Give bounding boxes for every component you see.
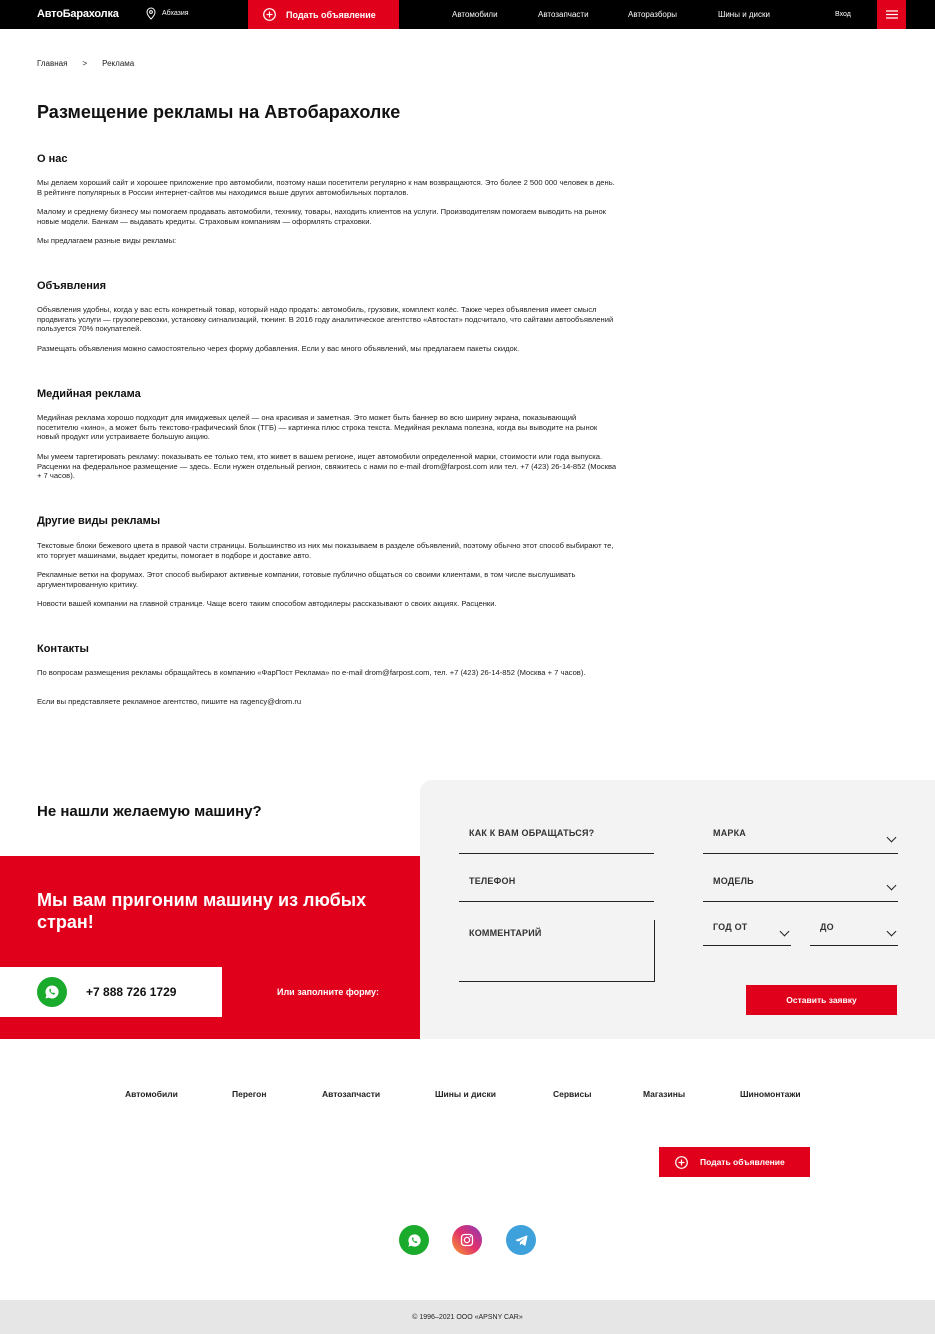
plus-circle-icon [263,8,276,21]
submit-request-button[interactable]: Оставить заявку [746,985,897,1015]
media-paragraph-2: Мы умеем таргетировать рекламу: показывать ее только тем, кто живет в вашем регионе, ищет автомобили определенной марки, стоимости или года выпуска. Расценки на федеральное размещение — здесь. Если нужен отдельный регион, свяжитесь с нами по e-mail drom@farpost.com или тел. +7 (423) 26-14-852 (Москва + 7 часов). [37,452,617,481]
footer-link-tire-fitting[interactable]: Шиномонтажи [740,1089,801,1099]
phone-box[interactable] [0,967,222,1017]
footer-post-ad-button[interactable] [659,1147,810,1177]
cta-red-text: Мы вам пригоним машину из любых стран! [37,890,367,932]
about-paragraph-3: Мы предлагаем разные виды рекламы: [37,236,177,245]
post-ad-button[interactable] [248,0,399,29]
about-paragraph-1: Мы делаем хороший сайт и хорошее приложение про автомобили, поэтому наши посетители регулярно к нам возвращаются. Это более 2 500 000 человек в день. В рейтинге популярных в России интернет-сайтов мы находимся выше других автомобильных порталов. [37,178,615,197]
ads-paragraph-2: Размещать объявления можно самостоятельно через форму добавления. Если у вас много объявлений, мы предлагаем пакеты скидок. [37,344,520,353]
brand-placeholder: МАРКА [713,828,746,838]
about-paragraph-2: Малому и среднему бизнесу мы помогаем продавать автомобили, технику, товары, находить клиентов на услуги. Производителям помогаем выводить на рынок новые модели. Банкам — выдавать кредиты. Страховым компаниям — оформлять страховки. [37,207,606,226]
year-from-placeholder: ГОД ОТ [713,922,748,932]
page-title: Размещение рекламы на Автобарахолке [37,102,401,122]
instagram-icon[interactable] [452,1225,482,1255]
section-title-other: Другие виды рекламы [37,515,161,527]
year-to-placeholder: ДО [820,922,834,932]
year-to-select[interactable] [810,914,898,946]
logo[interactable]: АвтоБарахолка [37,8,119,20]
section-title-ads: Объявления [37,280,107,292]
other-paragraph-3: Новости вашей компании на главной странице. Чаще всего таким способом автодилеры рассказывают о своих акциях. Расценки. [37,599,497,608]
plus-circle-icon [675,1156,688,1169]
nav-tires[interactable]: Шины и диски [718,10,770,19]
footer-link-tires[interactable]: Шины и диски [435,1089,496,1099]
login-link[interactable]: Вход [835,11,851,18]
location-pin-icon [146,7,156,20]
chevron-down-icon [887,833,897,843]
footer-link-cars[interactable]: Автомобили [125,1089,178,1099]
name-placeholder: КАК К ВАМ ОБРАЩАТЬСЯ? [469,828,595,838]
telegram-icon[interactable] [506,1225,536,1255]
header [0,0,935,29]
chevron-down-icon [780,927,790,937]
brand-select[interactable] [703,820,898,854]
year-from-select[interactable] [703,914,791,946]
nav-cars[interactable]: Автомобили [452,10,498,19]
other-paragraph-1: Текстовые блоки бежевого цвета в правой части страницы. Большинство из них мы показываем в разделе объявлений, поэтому обычно этот способ выбирают те, кто торгует машинами, выдает кредиты, помогает в подборе и доставке авто. [37,541,614,560]
contacts-paragraph-1: По вопросам размещения рекламы обращайтесь в компанию «ФарПост Реклама» по e-mail drom@farpost.com, тел. +7 (423) 26-14-852 (Москва + 7 часов). [37,668,586,677]
menu-button[interactable] [877,0,906,29]
phone-input[interactable] [459,868,654,902]
other-paragraph-2: Рекламные ветки на форумах. Этот способ выбирают активные компании, готовые публично общаться со своими клиентами, в том числе выслушивать аргументированную критику. [37,570,576,589]
cta-heading: Не нашли желаемую машину? [37,803,262,820]
breadcrumb-separator: > [82,59,88,68]
copyright-text: © 1996–2021 ООО «APSNY CAR» [412,1313,523,1321]
contacts-paragraph-2: Если вы представляете рекламное агентство, пишите на ragency@drom.ru [37,697,302,706]
model-placeholder: МОДЕЛЬ [713,876,754,886]
footer-link-transfer[interactable]: Перегон [232,1089,267,1099]
nav-parts[interactable]: Автозапчасти [538,10,589,19]
whatsapp-icon[interactable] [37,977,67,1007]
nav-dismantling[interactable]: Авторазборы [628,10,678,19]
chevron-down-icon [887,927,897,937]
phone-placeholder: ТЕЛЕФОН [469,876,516,886]
or-form-label: Или заполните форму: [277,987,379,997]
section-title-contacts: Контакты [37,643,89,655]
phone-number[interactable]: +7 888 726 1729 [86,985,177,999]
footer-link-services[interactable]: Сервисы [553,1089,592,1099]
model-select[interactable] [703,868,898,902]
location-label: Абхазия [162,10,189,17]
post-ad-label: Подать объявление [286,9,376,20]
hamburger-icon [886,10,898,19]
copyright-bar [0,1300,935,1334]
breadcrumb [37,59,134,68]
breadcrumb-home[interactable]: Главная [37,59,68,68]
breadcrumb-current: Реклама [102,59,135,68]
footer-link-parts[interactable]: Автозапчасти [322,1089,381,1099]
comment-placeholder: КОММЕНТАРИЙ [469,928,542,938]
name-input[interactable] [459,820,654,854]
ads-paragraph-1: Объявления удобны, когда у вас есть конкретный товар, который надо продать: автомобиль, грузовик, комплект колёс. Также через объявления имеет смысл продвигать услуги — грузоперевозки, установку сигнализаций, тюнинг. В 2016 году аналитическое агентство «Автостат» подсчитало, что сайтами автообъявлений пользуется 70% покупателей. [37,305,614,334]
footer-post-ad-label: Подать объявление [700,1157,785,1167]
location-selector[interactable] [146,7,189,20]
comment-textarea[interactable] [459,920,655,982]
footer-link-shops[interactable]: Магазины [643,1089,686,1099]
section-title-about: О нас [37,153,68,165]
media-paragraph-1: Медийная реклама хорошо подходит для имиджевых целей — она красивая и заметная. Это может быть баннер во всю ширину экрана, показывающий посетителю «кино», а может быть текстово-графический блок (ТГБ) — картинка плюс строка текста. Медийная реклама полезна, когда вы выводите на рынок новый продукт или устраиваете большую акцию. [37,413,598,442]
chevron-down-icon [887,881,897,891]
whatsapp-icon[interactable] [399,1225,429,1255]
section-title-media: Медийная реклама [37,388,141,400]
